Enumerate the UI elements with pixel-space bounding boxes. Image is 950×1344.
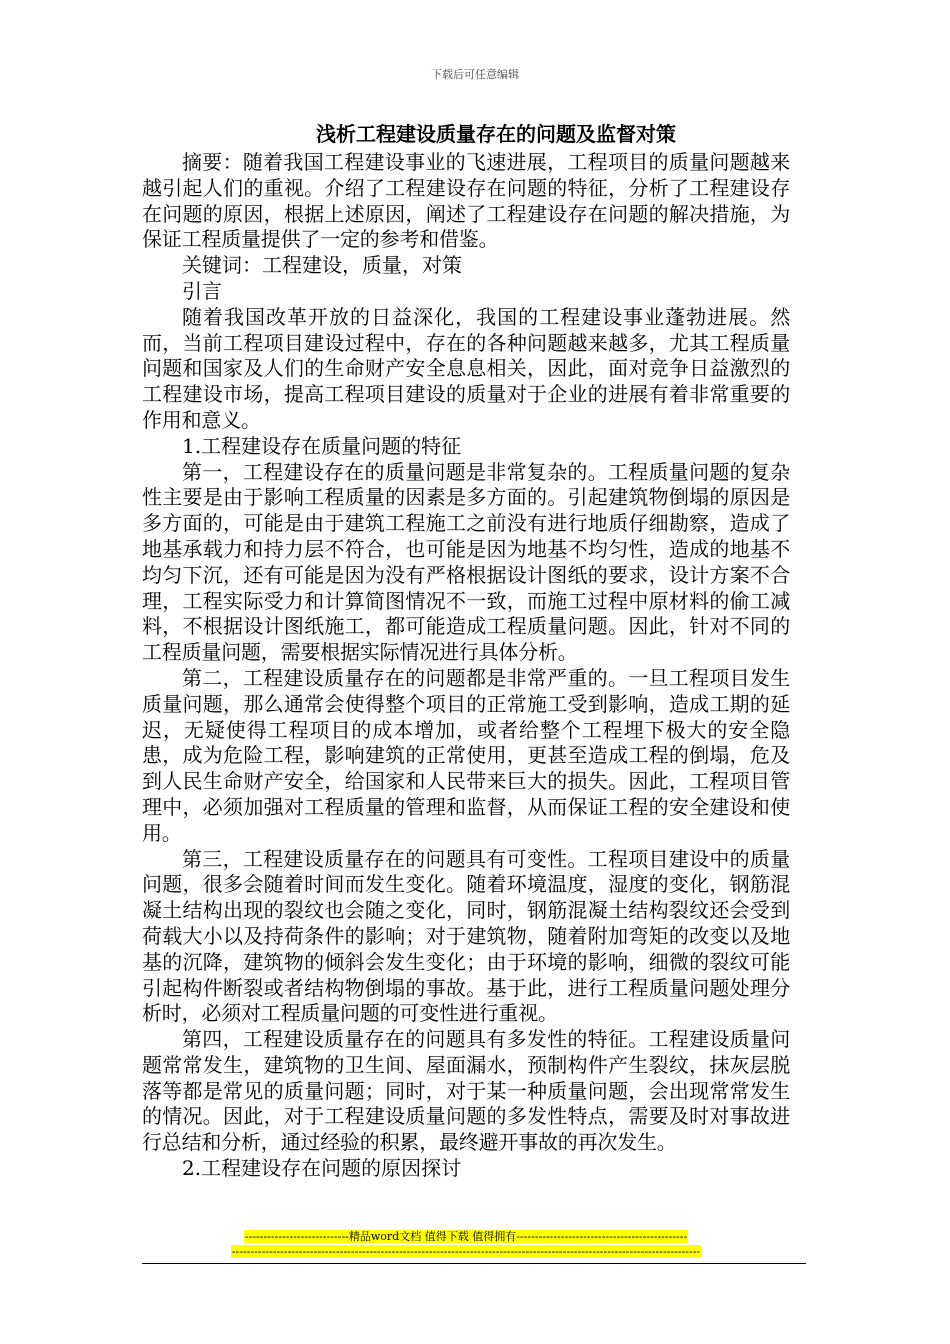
footer-dashes-text: ------------------------------------------------------------------------------------------------------------------------------ — [231, 1245, 701, 1258]
footer-banner — [142, 1228, 790, 1244]
section1-paragraph-3: 第三，工程建设质量存在的问题具有可变性。工程项目建设中的质量问题，很多会随着时间而发生变化。随着环境温度，湿度的变化，钢筋混凝土结构出现的裂纹也会随之变化，同时，钢筋混凝土结构裂纹还会受到荷载大小以及持荷条件的影响；对于建筑物，随着附加弯矩的改变以及地基的沉降，建筑物的倾斜会发生变化；由于环境的影响，细微的裂纹可能引起构件断裂或者结构物倒塌的事故。基于此，进行工程质量问题处理分析时，必须对工程质量问题的可变性进行重视。 — [142, 846, 790, 1026]
section1-heading: 1.工程建设存在质量问题的特征 — [182, 433, 462, 458]
document-body — [142, 118, 790, 1182]
footer-banner-text: ----------------------------精品word文档 值得下载 值得拥有---------------------------------------------- — [244, 1230, 688, 1243]
footer-banner-dashes — [142, 1245, 790, 1258]
keywords-line: 关键词：工程建设，质量，对策 — [182, 253, 462, 278]
section1-paragraph-4: 第四，工程建设质量存在的问题具有多发性的特征。工程建设质量问题常常发生，建筑物的卫生间、屋面漏水，预制构件产生裂纹，抹灰层脱落等都是常见的质量问题；同时，对于某一种质量问题，会出现常常发生的情况。因此，对于工程建设质量问题的多发性特点，需要及时对事故进行总结和分析，通过经验的积累，最终避开事故的再次发生。 — [142, 1027, 790, 1155]
section1-paragraph-2: 第二，工程建设质量存在的问题都是非常严重的。一旦工程项目发生质量问题，那么通常会使得整个项目的正常施工受到影响，造成工期的延迟，无疑使得工程项目的成本增加，或者给整个工程埋下极大的安全隐患，成为危险工程，影响建筑的正常使用，更甚至造成工程的倒塌，危及到人民生命财产安全，给国家和人民带来巨大的损失。因此，工程项目管理中，必须加强对工程质量的管理和监督，从而保证工程的安全建设和使用。 — [142, 665, 790, 845]
section1-paragraph-1: 第一，工程建设存在的质量问题是非常复杂的。工程质量问题的复杂性主要是由于影响工程质量的因素是多方面的。引起建筑物倒塌的原因是多方面的，可能是由于建筑工程施工之前没有进行地质仔细勘察，造成了地基承载力和持力层不符合，也可能是因为地基不均匀性，造成的地基不均匀下沉，还有可能是因为没有严格根据设计图纸的要求，设计方案不合理，工程实际受力和计算简图情况不一致，而施工过程中原材料的偷工减料，不根据设计图纸施工，都可能造成工程质量问题。因此，针对不同的工程质量问题，需要根据实际情况进行具体分析。 — [142, 459, 790, 665]
document-title: 浅析工程建设质量存在的问题及监督对策 — [316, 122, 676, 146]
intro-paragraph: 随着我国改革开放的日益深化，我国的工程建设事业蓬勃进展。然而，当前工程项目建设过程中，存在的各种问题越来越多，尤其工程质量问题和国家及人们的生命财产安全息息相关，因此，面对竞争日益激烈的工程建设市场，提高工程项目建设的质量对于企业的进展有着非常重要的作用和意义。 — [142, 304, 790, 432]
header-note: 下载后可任意编辑 — [431, 68, 519, 81]
abstract-paragraph: 摘要：随着我国工程建设事业的飞速进展，工程项目的质量问题越来越引起人们的重视。介绍了工程建设存在问题的特征，分析了工程建设存在问题的原因，根据上述原因，阐述了工程建设存在问题的解决措施，为保证工程质量提供了一定的参考和借鉴。 — [142, 150, 790, 252]
intro-heading: 引言 — [182, 278, 222, 303]
section2-heading: 2.工程建设存在问题的原因探讨 — [182, 1156, 462, 1181]
footer-rule — [142, 1263, 806, 1264]
